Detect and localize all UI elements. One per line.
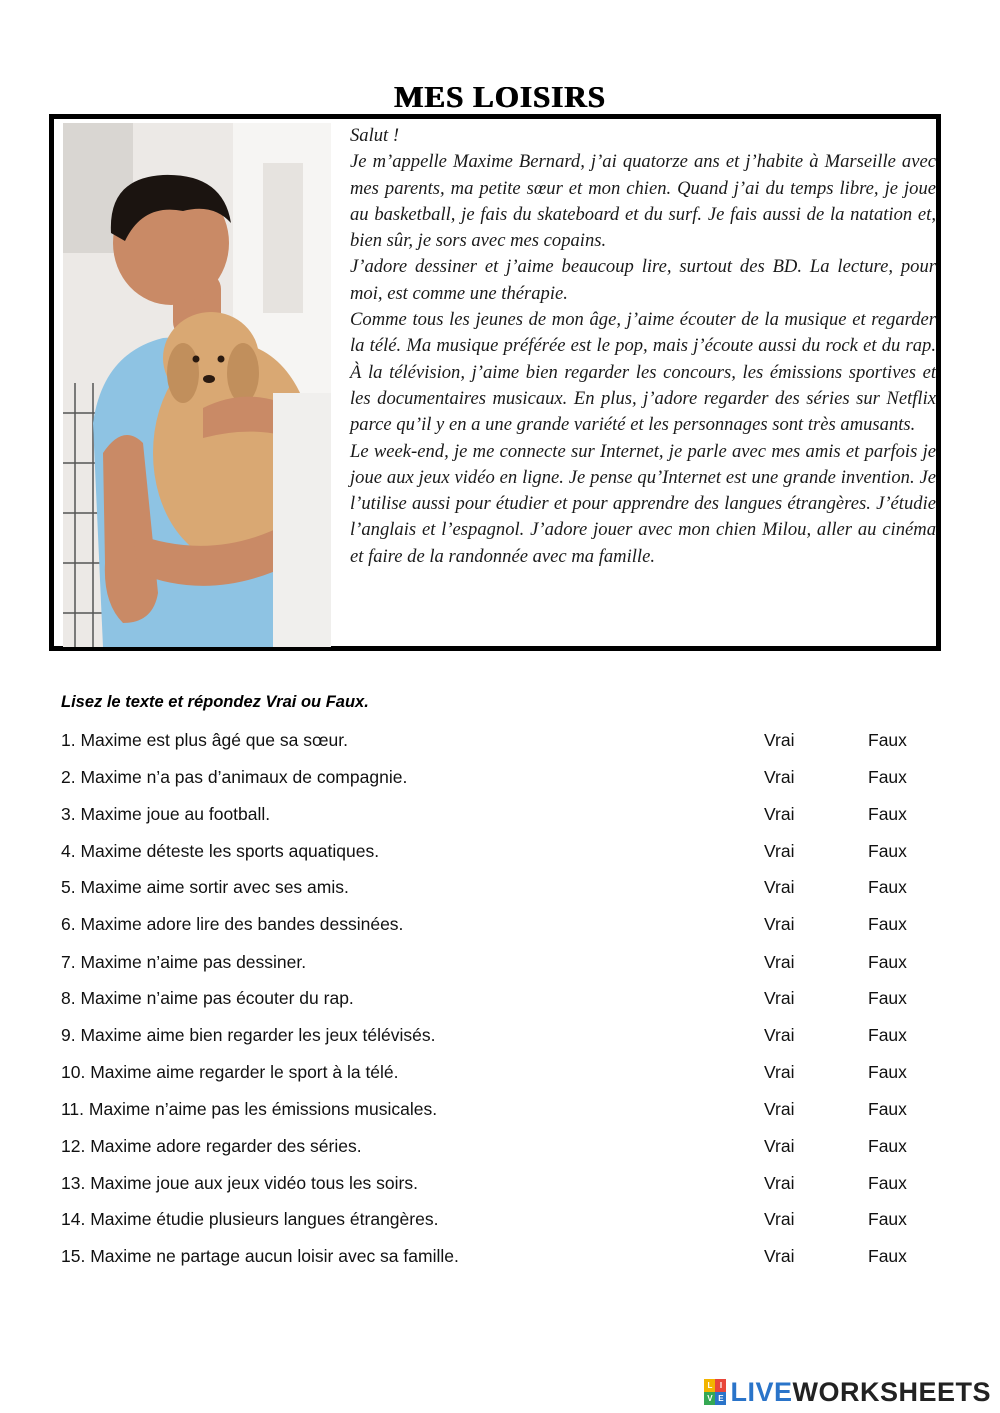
faux-option[interactable]: Faux — [868, 988, 907, 1008]
question-text: 12. Maxime adore regarder des séries. — [61, 1136, 362, 1156]
logo-letter: L — [704, 1379, 715, 1392]
faux-option[interactable]: Faux — [868, 877, 907, 897]
vrai-option[interactable]: Vrai — [764, 1136, 795, 1156]
question-text: 7. Maxime n’aime pas dessiner. — [61, 952, 307, 972]
question-text: 9. Maxime aime bien regarder les jeux télévisés. — [61, 1025, 436, 1045]
vrai-option[interactable]: Vrai — [764, 877, 795, 897]
vrai-option[interactable]: Vrai — [764, 1246, 795, 1266]
story-paragraph-3: Comme tous les jeunes de mon âge, j’aime écouter de la musique et regarder la télé. Ma musique préférée est le pop, mais j’écoute aussi du rock et du rap. À la télévision, j’aime bien regarder les concours, les émissions sportives et les documentaires musicaux. En plus, j’adore regarder des séries sur Netflix parce qu’il y en a une grande variété et les personnages sont très amusants. — [350, 309, 936, 436]
vrai-option[interactable]: Vrai — [764, 1173, 795, 1193]
vrai-option[interactable]: Vrai — [764, 914, 795, 934]
vrai-option[interactable]: Vrai — [764, 730, 795, 750]
faux-option[interactable]: Faux — [868, 1246, 907, 1266]
page-title: MES LOISIRS — [394, 78, 606, 114]
faux-option[interactable]: Faux — [868, 1136, 907, 1156]
question-row — [0, 1209, 1000, 1233]
question-text: 11. Maxime n’aime pas les émissions musicales. — [61, 1099, 438, 1119]
story-paragraph-4: Le week-end, je me connecte sur Internet, je parle avec mes amis et parfois je joue aux jeux vidéo en ligne. Je pense qu’Internet est une grande invention. Je l’utilise aussi pour étudier et pour apprendre des langues étrangères. J’étudie l’anglais et l’espagnol. J’adore jouer avec mon chien Milou, aller au cinéma et faire de la randonnée avec ma famille. — [350, 440, 936, 567]
brand-rest: WORKSHEETS — [792, 1376, 991, 1407]
faux-option[interactable]: Faux — [868, 952, 907, 972]
question-row — [0, 952, 1000, 976]
logo-letter: I — [715, 1379, 726, 1392]
logo-letter: V — [704, 1392, 715, 1405]
question-row — [0, 1099, 1000, 1123]
logo-letter: E — [715, 1392, 726, 1405]
question-row — [0, 767, 1000, 791]
faux-option[interactable]: Faux — [868, 1209, 907, 1229]
question-text: 2. Maxime n’a pas d’animaux de compagnie. — [61, 767, 408, 787]
question-row — [0, 1025, 1000, 1049]
question-text: 10. Maxime aime regarder le sport à la télé. — [61, 1062, 399, 1082]
question-row — [0, 841, 1000, 865]
question-text: 5. Maxime aime sortir avec ses amis. — [61, 877, 349, 897]
question-text: 3. Maxime joue au football. — [61, 804, 271, 824]
faux-option[interactable]: Faux — [868, 841, 907, 861]
vrai-option[interactable]: Vrai — [764, 952, 795, 972]
question-row — [0, 1136, 1000, 1160]
faux-option[interactable]: Faux — [868, 767, 907, 787]
faux-option[interactable]: Faux — [868, 1173, 907, 1193]
faux-option[interactable]: Faux — [868, 914, 907, 934]
question-row — [0, 877, 1000, 901]
faux-option[interactable]: Faux — [868, 1099, 907, 1119]
question-text: 1. Maxime est plus âgé que sa sœur. — [61, 730, 348, 750]
question-text: 8. Maxime n’aime pas écouter du rap. — [61, 988, 354, 1008]
story-text — [350, 123, 936, 570]
question-text: 14. Maxime étudie plusieurs langues étrangères. — [61, 1209, 439, 1229]
faux-option[interactable]: Faux — [868, 730, 907, 750]
question-row — [0, 1246, 1000, 1270]
question-row — [0, 1173, 1000, 1197]
question-text: 15. Maxime ne partage aucun loisir avec sa famille. — [61, 1246, 459, 1266]
question-row — [0, 804, 1000, 828]
vrai-option[interactable]: Vrai — [764, 988, 795, 1008]
question-row — [0, 1062, 1000, 1086]
vrai-option[interactable]: Vrai — [764, 804, 795, 824]
vrai-option[interactable]: Vrai — [764, 841, 795, 861]
liveworksheets-logo-icon — [704, 1379, 726, 1405]
story-greeting: Salut ! — [350, 125, 400, 146]
vrai-option[interactable]: Vrai — [764, 1025, 795, 1045]
vrai-option[interactable]: Vrai — [764, 767, 795, 787]
faux-option[interactable]: Faux — [868, 804, 907, 824]
faux-option[interactable]: Faux — [868, 1025, 907, 1045]
instructions: Lisez le texte et répondez Vrai ou Faux. — [61, 693, 369, 711]
question-row — [0, 730, 1000, 754]
question-text: 13. Maxime joue aux jeux vidéo tous les soirs. — [61, 1173, 418, 1193]
liveworksheets-wordmark — [730, 1377, 991, 1408]
faux-option[interactable]: Faux — [868, 1062, 907, 1082]
vrai-option[interactable]: Vrai — [764, 1209, 795, 1229]
vrai-option[interactable]: Vrai — [764, 1062, 795, 1082]
story-paragraph-1: Je m’appelle Maxime Bernard, j’ai quatorze ans et j’habite à Marseille avec mes parents, ma petite sœur et mon chien. Quand j’ai du temps libre, je joue au basketball, je fais du skateboard et du surf. Je fais aussi de la natation et, bien sûr, je sors avec mes copains. — [350, 151, 936, 252]
brand-live: LIVE — [730, 1376, 793, 1407]
liveworksheets-brand — [704, 1374, 991, 1410]
reading-text-box — [49, 114, 941, 651]
photo-boy-holding-puppy — [63, 123, 331, 647]
vrai-option[interactable]: Vrai — [764, 1099, 795, 1119]
question-text: 4. Maxime déteste les sports aquatiques. — [61, 841, 380, 861]
story-paragraph-2: J’adore dessiner et j’aime beaucoup lire, surtout des BD. La lecture, pour moi, est comme une thérapie. — [350, 256, 936, 304]
question-row — [0, 988, 1000, 1012]
question-text: 6. Maxime adore lire des bandes dessinées. — [61, 914, 404, 934]
question-row — [0, 914, 1000, 938]
